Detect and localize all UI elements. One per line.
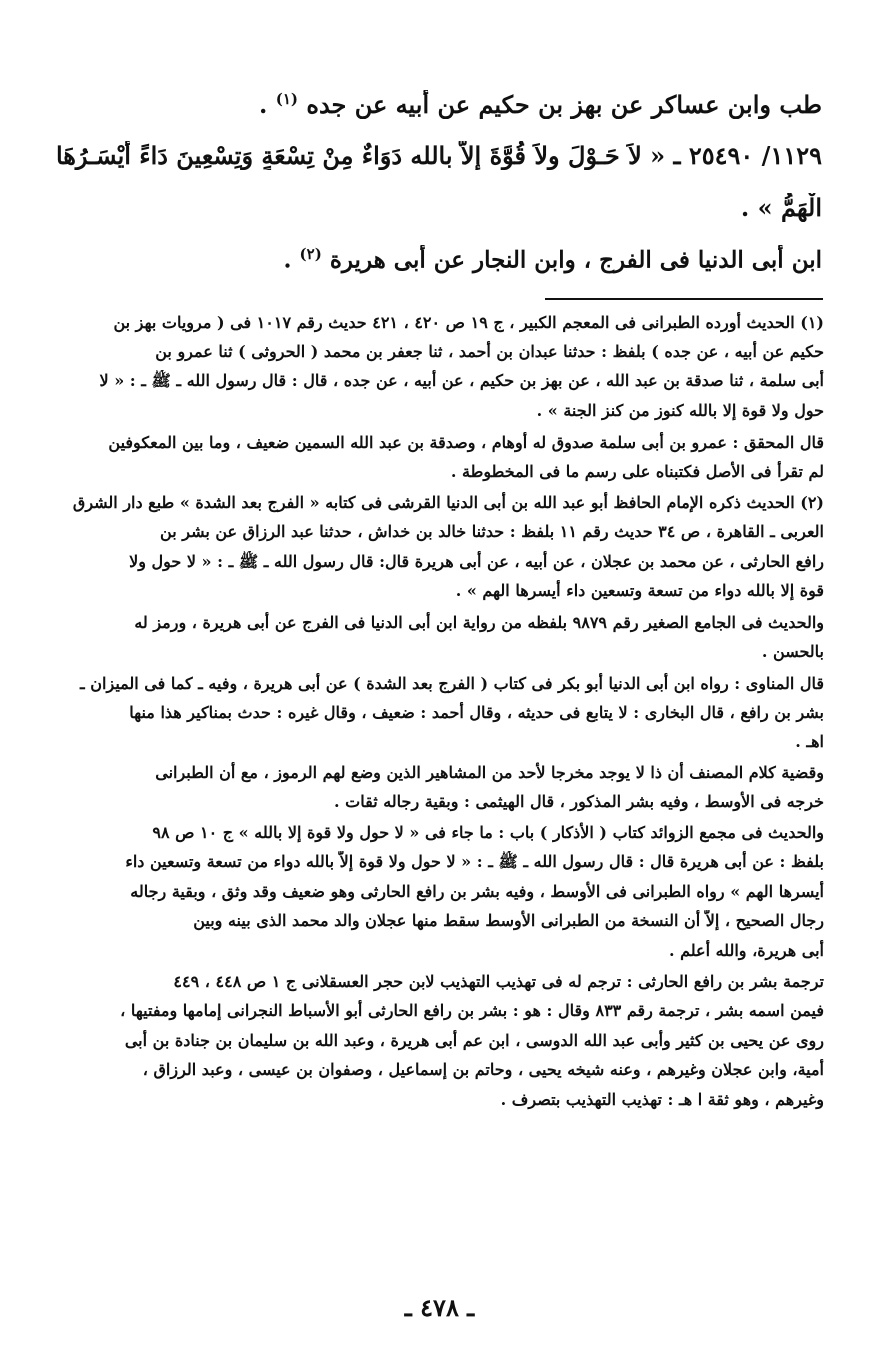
footnote-line: رجال الصحيح ، إلاَّ أن النسخة من الطبرانى الأوسط سقط منها عجلان والد محمد الذى بينه وبين: [193, 911, 824, 930]
main-text-line-4: [40, 245, 822, 274]
footnote-line: روى عن يحيى بن كثير وأبى عبد الله الدوسى ، ابن عم أبى هريرة ، وعبد الله بن سليمان بن جنادة بن أبى: [124, 1031, 824, 1050]
footnote-line: حكيم عن أبيه ، عن جده ) بلفظ : حدثنا عبدان بن أحمد ، ثنا جعفر بن محمد ( الحروثى ) ثنا عمرو بن: [155, 342, 824, 361]
footnote-line: خرجه فى الأوسط ، وفيه بشر المذكور ، قال الهيثمى : وبقية رجاله ثقات .: [334, 792, 824, 811]
main-line-1-text: طب وابن عساكر عن بهز بن حكيم عن أبيه عن جده: [306, 90, 822, 119]
footnote-line: لم تقرأ فى الأصل فكتبناه على رسم ما فى المخطوطة .: [450, 462, 824, 481]
footnote-line: قوة إلا بالله دواء من تسعة وتسعين داء أيسرها الهم » .: [455, 581, 824, 600]
footnote-line: رافع الحارثى ، عن محمد بن عجلان ، عن أبيه ، عن أبى هريرة قال: قال رسول الله ـ ﷺ ـ : « لا حول ولا: [129, 552, 824, 571]
footnote-line: أبى هريرة، والله أعلم .: [668, 941, 824, 960]
footnote-line: بالحسن .: [761, 642, 824, 661]
hadith-line-3-text: الْهَمُّ » .: [740, 193, 822, 222]
main-line-4-text: ابن أبى الدنيا فى الفرج ، وابن النجار عن أبى هريرة: [329, 246, 822, 274]
footnote-divider: [545, 298, 823, 300]
footnote-line: (٢) الحديث ذكره الإمام الحافظ أبو عبد الله بن أبى الدنيا القرشى فى كتابه « الفرج بعد الشدة » طبع دار الشرق: [72, 493, 824, 512]
page-number: ـ ٤٧٨ ـ: [404, 1293, 475, 1322]
hadith-line-2: [40, 141, 822, 170]
footnote-line: اهـ .: [795, 732, 824, 751]
main-line-1-end: .: [259, 90, 268, 119]
footnote-ref-1: (١): [275, 90, 299, 108]
footnote-line: وقضية كلام المصنف أن ذا لا يوجد مخرجا لأحد من المشاهير الذين وضع لهم الرموز ، مع أن الطبرانى: [155, 763, 824, 782]
footnote-line: فيمن اسمه بشر ، ترجمة رقم ٨٣٣ وقال : هو : بشر بن رافع الحارثى أبو الأسباط النجرانى إمامها ومفتيها ،: [120, 1001, 824, 1020]
footnote-line: ترجمة بشر بن رافع الحارثى : ترجم له فى تهذيب التهذيب لابن حجر العسقلانى ج ١ ص ٤٤٨ ، ٤٤٩: [173, 972, 824, 991]
main-text-line-1: [40, 90, 822, 119]
footnote-line: وغيرهم ، وهو ثقة ا هـ : تهذيب التهذيب بتصرف .: [500, 1090, 824, 1109]
footnote-line: أيسرها الهم » رواه الطبرانى فى الأوسط ، وفيه بشر بن رافع الحارثى وهو ضعيف وقد وثق ، وبقية رجاله: [130, 882, 824, 901]
footnote-line: أمية، وابن عجلان وغيرهم ، وعنه شيخه يحيى ، وحاتم بن إسماعيل ، وصفوان بن عيسى ، وعبد الرزاق ،: [142, 1060, 824, 1079]
footnote-line: حول ولا قوة إلا بالله كنوز من كنز الجنة » .: [536, 401, 824, 420]
footnote-line: أبى سلمة ، ثنا صدقة بن عبد الله ، عن بهز بن حكيم ، عن أبيه ، عن جده ، قال : قال رسول الله ـ ﷺ ـ : « لا: [99, 371, 824, 390]
hadith-line-2-text: ١١٢٩/ ٢٥٤٩٠ ـ « لاَ حَـوْلَ ولاَ قُوَّةَ إِلاَّ بالله دَوَاءٌ مِنْ تِسْعَةٍ وَتِسْعِينَ دَاءً أَيْسَـرُهَا: [55, 141, 822, 170]
footnote-line: قال المحقق : عمرو بن أبى سلمة صدوق له أوهام ، وصدقة بن عبد الله السمين ضعيف ، وما بين المعكوفين: [108, 433, 824, 452]
footnote-ref-2: (٢): [299, 245, 322, 263]
hadith-line-3: [40, 193, 822, 222]
footnote-line: العربى ـ القاهرة ، ص ٣٤ حديث رقم ١١ بلفظ : حدثنا خالد بن خداش ، حدثنا عبد الرزاق عن بشر بن: [160, 522, 824, 541]
footnote-line: والحديث فى مجمع الزوائد كتاب ( الأذكار ) باب : ما جاء فى « لا حول ولا قوة إلا بالله » ج ١٠ ص ٩٨: [152, 823, 824, 842]
footnote-line: (١) الحديث أورده الطبرانى فى المعجم الكبير ، ج ١٩ ص ٤٢٠ ، ٤٢١ حديث رقم ١٠١٧ فى ( مرويات بهز بن: [113, 313, 824, 332]
footnote-line: قال المناوى : رواه ابن أبى الدنيا أبو بكر فى كتاب ( الفرج بعد الشدة ) عن أبى هريرة ، وفيه ـ كما فى الميزان ـ: [80, 674, 824, 693]
footnote-line: بلفظ : عن أبى هريرة قال : قال رسول الله ـ ﷺ ـ : « لا حول ولا قوة إلاَّ بالله دواء من تسعة وتسعين داء: [125, 852, 824, 871]
footnote-line: بشر بن رافع ، قال البخارى : لا يتابع فى حديثه ، وقال أحمد : ضعيف ، وقال غيره : حدث بمناكير هذا منها: [129, 703, 824, 722]
footnote-line: والحديث فى الجامع الصغير رقم ٩٨٧٩ بلفظه من رواية ابن أبى الدنيا فى الفرج عن أبى هريرة ، ورمز له: [134, 613, 824, 632]
main-line-4-end: .: [283, 246, 292, 274]
